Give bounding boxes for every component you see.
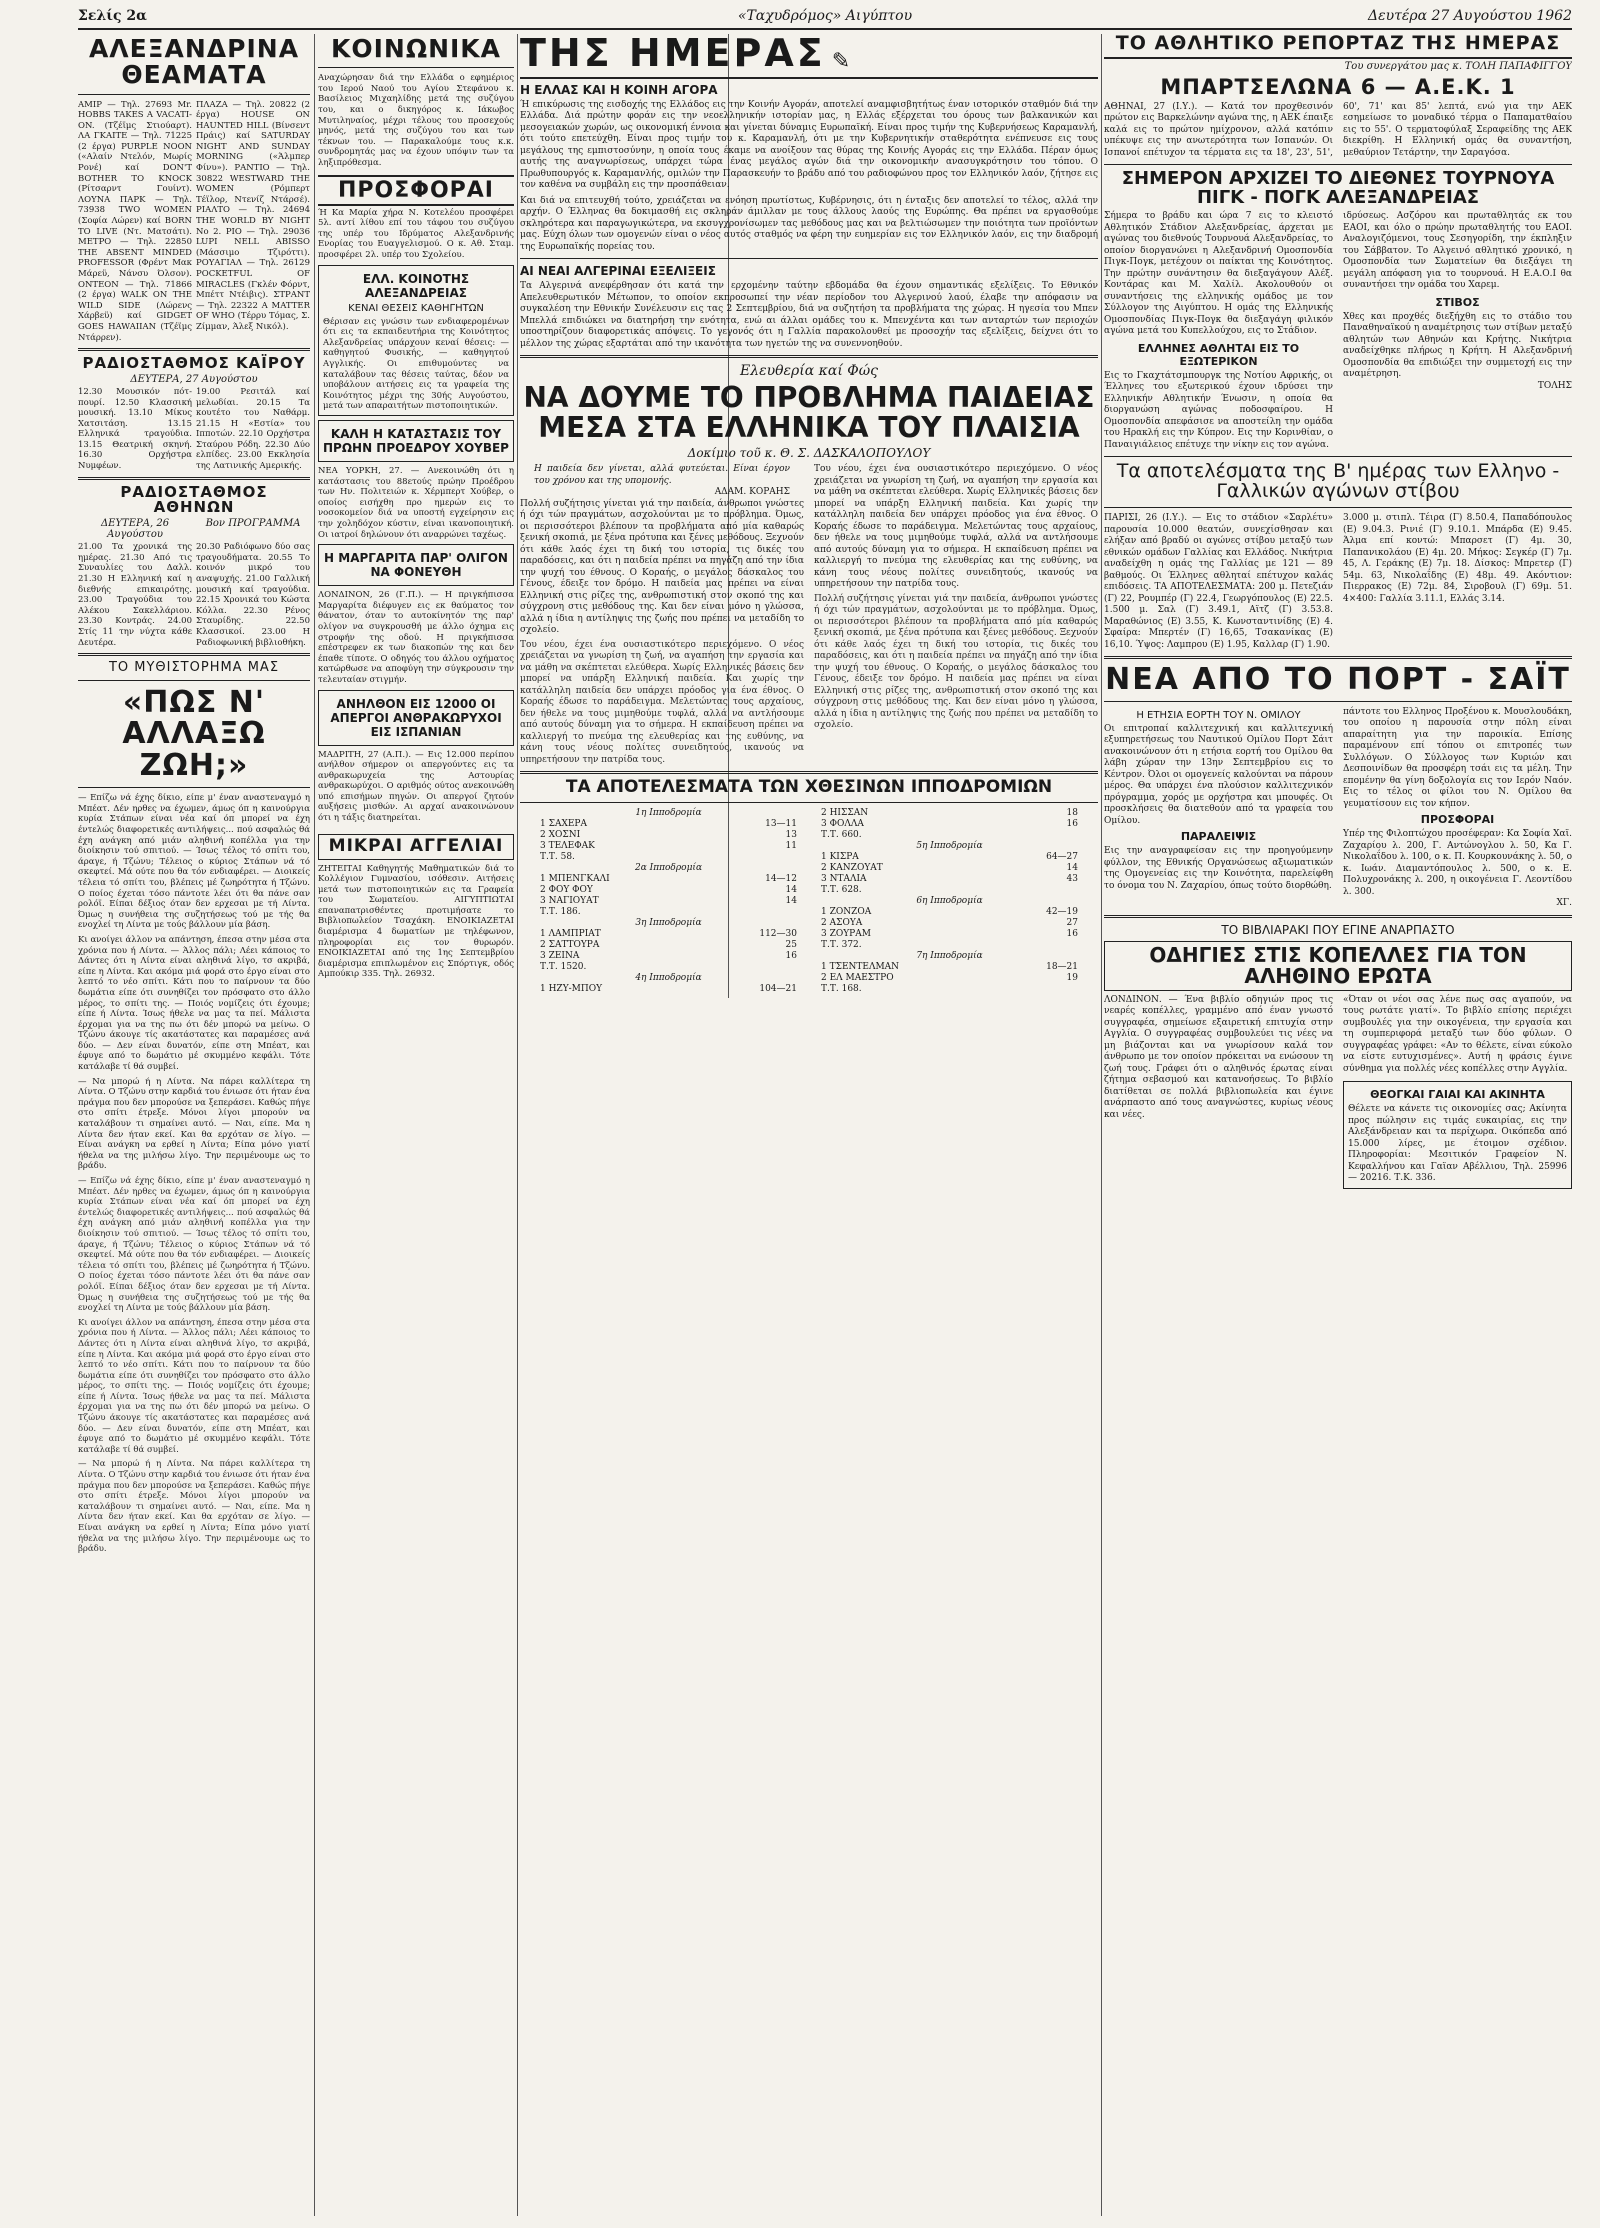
race-row xyxy=(821,852,1078,863)
race-payout: 13—11 xyxy=(765,819,797,830)
horse-name: 2 ΕΛ ΜΑΕΣΤΡΟ xyxy=(821,973,894,984)
horse-name: 3 ΖΕΙΝΑ xyxy=(540,951,580,962)
race-payout: 14 xyxy=(785,896,797,907)
track-heading: ΣΤΙΒΟΣ xyxy=(1435,295,1480,309)
race-heading: 1η Ιπποδρομία xyxy=(635,808,702,819)
race-payout: 11 xyxy=(785,841,797,852)
race-row xyxy=(821,984,1078,995)
booklet-text-2: «Όταν οι νέοι σας λένε πως σας αγαπούν, να τους ρωτάτε γιατί». Το βιβλίο επίσης περιέχει συμβουλές για την οικογένεια, την εργασία και τη συμπεριφορά μεταξύ των δύο φύλων. Ο συγγραφέας γράφει: «Αν το θέλετε, είναι εύκολο να είστε ευτυχισμένες». Αυτή η φράσις έγινε σύνθημα για πολλές νέες κοπέλλες στην Αγγλία. xyxy=(1343,994,1572,1074)
education-text-cont: Του νέου, έχει ένα ουσιαστικότερο περιεχόμενο. Ο νέος χρειάζεται να γνωρίση τη ζωή, να αγαπήση την εργασία και να μάθη να σκέπτεται ελεύθερα. Χωρίς Ελληνικές βάσεις δεν μπορεί να υπάρξη Ελληνική παιδεία. Και χωρίς την κατάλληλη παιδεία δεν υπάρχει πρόοδος για ένα έθνος. Ο Κοραής έδωσε το παράδειγμα. Μελετώντας τους αρχαίους, δεν ήθελε να τους μιμηθούμε τυφλά, αλλά να αντλήσουμε από αυτούς δύναμη για το σήμερα. Η εκπαίδευση πρέπει να καλλιεργή το πνεύμα της ελευθερίας και της ευθύνης, να κάνη τους νέους πολίτες συνειδητούς, ικανούς να υπηρετήσουν την πατρίδα τους. xyxy=(520,639,804,765)
port-said-title: ΝΕΑ ΑΠΟ ΤΟ ΠΟΡΤ - ΣΑΪΤ xyxy=(1105,662,1571,698)
agora-text: Ή επικύρωσις της εισδοχής της Ελλάδος εις την Κοινήν Αγοράν, αποτελεί αναμφισβητήτως έναν ιστορικόν σταθμόν διά την Ελλάδα. Διά πρώτην φοράν εις την νεοελληνικήν ιστορίαν μας, η Ελλάς εξέρχεται του όρους των βαλκανικών και μεσογειακών χωρών, ως οικονομική έννοια και γίνεται δύναμις Ευρωπαϊκή. Είναι προς τιμήν της Κυβερνήσεως Καραμανλή, ότι τούτο επετεύχθη. Είναι προς τιμήν του κ. Καραμανλή, ότι με την Κυβερνητικήν σταθερότητα ενέπνευσε εις τους μεγάλους της εμπιστοσύνην, η οποία τους έκαμε να ανοίξουν τας θύρας της Κοινής Αγοράς εις την Ελλάδα. Πέραν όμως αυτής της αναγνωρίσεως, υπάρχει τώρα ένας μεγάλος αγών διά την οικονομικήν ανασυγκρότησιν του τόπου. Ο Πρωθυπουργός κ. Καραμανλής, ομιλών την Παρασκευήν το βράδυ από του ραδιοφώνου προς τον Ελληνικόν λαόν, ζήτησε εις τον καθένα να συμβάλη εις την προσπάθειαν. xyxy=(520,99,1098,191)
algeria-heading: ΑΙ ΝΕΑΙ ΑΛΓΕΡΙΝΑΙ ΕΞΕΛΙΞΕΙΣ xyxy=(520,264,716,279)
radio-athens-program-label: Βον ΠΡΟΓΡΑΜΜΑ xyxy=(205,518,301,530)
radio-athens-title: ΡΑΔΙΟΣΤΑΘΜΟΣ ΑΘΗΝΩΝ xyxy=(120,482,268,517)
race-row xyxy=(821,885,1078,896)
paper-name: «Ταχυδρόμος» Αιγύπτου xyxy=(737,8,913,24)
results-text: ΠΑΡΙΣΙ, 26 (Ι.Υ.). — Εις το στάδιον «Σαρλέτυ» παρουσία 10.000 θεατών, συνεχίσθησαν και ελήξαν από βραδύ οι αγώνες στίβου μεταξύ των εθνικών ομάδων Γαλλίας και Ελλάδος. Νικήτρια αναδείχθη η ομάς της Γαλλίας με 121 — 89 βαθμούς. Οι Έλληνες αθληταί επέτυχον καλάς επιδόσεις. ΤΑ ΑΠΟΤΕΛΕΣΜΑΤΑ: 200 μ. Πετεζιάν (Γ) 22, Ρουμπέρ (Γ) 22.4, Γεωργόπουλος (Ε) 22.5. 1.500 μ. Σαλ (Γ) 3.49.1, Αϊτζ (Γ) 3.53.8. Μαραθώνιος (Ε) 3.55, Κ. Κωνσταντινίδης (Ε) 4. Σφαίρα: Μπερτέν (Γ) 16,65, Τσακανίκας (Ε) 16,10. Ύψος: Λαμπρου (Ε) 1.95, Καλλαρ (Γ) 1.90. xyxy=(1104,513,1333,650)
horse-name: 2 ΣΑΤΤΟΥΡΑ xyxy=(540,940,600,951)
spain-strike-text: ΜΑΔΡΙΤΗ, 27 (Α.Π.). — Εις 12.000 περίπου ανήλθον σήμερον οι απεργούντες εις τα ανθρακωρυχεία της Αστουρίας ανθρακωρύχοι. Ο αριθμός ούτος ανεκοινώθη υπό επισήμων πηγών. Οι απεργοί ζητούν αυξήσεις μισθών. Αι αρχαί ανακοινώνουν ότι η τάξις διατηρείται. xyxy=(318,749,514,824)
port-offers-author: ΧΓ. xyxy=(1556,898,1572,909)
race-row xyxy=(821,962,1078,973)
editorial-title: ΤΗΣ ΗΜΕΡΑΣ xyxy=(520,34,826,75)
radio-cairo-date: ΔΕΥΤΕΡΑ, 27 Αυγούστου xyxy=(130,373,258,385)
match-title: ΜΠΑΡΤΣΕΛΩΝΑ 6 — Α.Ε.Κ. 1 xyxy=(1160,74,1516,99)
spain-strike-title: ΑΝΗΛΘΟΝ ΕΙΣ 12000 ΟΙ ΑΠΕΡΓΟΙ ΑΝΘΡΑΚΩΡΥΧΟΙ ΕΙΣ ΙΣΠΑΝΙΑΝ xyxy=(330,696,502,739)
radio-athens-left: 21.00 Τα χρονικά της ημέρας. 21.30 Από τις Συναυλίες του Δαλλ. 21.30 Η Ελληνική καί η διεθνής επικαιρότης. 23.00 Τραγούδια του Αλέκου Σακελλάριου. 23.30 Κοντράς. 24.00 Στίς 11 την νύχτα κάθε Δευτέρα. xyxy=(78,542,192,648)
margaret-text: ΛΟΝΔΙΝΟΝ, 26 (Γ.Π.). — Η πριγκήπισσα Μαργαρίτα διέφυγεν εις εκ θαύματος τον θάνατον, όταν το αυτοκίνητόν της παρ' ολίγον να συγκρουσθή με άλλο όχημα εις στροφήν της οδού. Η πριγκήπισσα επέστρεφεν εκ των διακοπών της και δεν έπαθε τίποτε. Ο οδηγός του άλλου οχήματος κατώρθωσε να αποφύγη την σύγκρουσιν την τελευταίαν στιγμήν. xyxy=(318,590,514,685)
column-theatres-radio-novel xyxy=(78,34,310,2216)
results-title: Τα αποτελέσματα της Β' ημέρας των Ελληνο - Γαλλικών αγώνων στίβου xyxy=(1116,460,1560,503)
race-row xyxy=(821,907,1078,918)
radio-cairo-right: 19.00 Ρεσιτάλ καί μελωδίαι. 20.15 Τα κουτέτο του Ναθάρμ. 21.15 Η «Εστία» του Ιπποτών. 22.10 Ορχήστρα Σταύρου Ρόδη. 22.30 Δύο ελπίδες. 23.00 Εκκλησία της Λατινικής Αμερικής. xyxy=(196,386,310,472)
race-heading: 2α Ιπποδρομία xyxy=(634,863,703,874)
ink-mark-icon: ✎ xyxy=(831,48,851,74)
classifieds-title: ΜΙΚΡΑΙ ΑΓΓΕΛΙΑΙ xyxy=(328,835,504,856)
novel-label: ΤΟ ΜΥΘΙΣΤΟΡΗΜΑ ΜΑΣ xyxy=(108,660,280,676)
race-row xyxy=(540,852,797,863)
race-payout: 64—27 xyxy=(1046,852,1078,863)
race-row xyxy=(540,819,797,830)
novel-text-cont: Κι ανοίγει άλλον να απάντηση, έπεσα στην μέσα στα χρόνια που ή Λίντα. — Άλλος πάλι; Λέει κάποιος το Δάντες ότι η Λίντα είναι αληθινά λίγο, τσ ακριβά, είπε η Λίντα. Και ακόμα μιά φορά στο έργο είναι στο λεπτό το νέο σπίτι. Κάτι που το παίρνουν τα δύο δωμάτια είπε ότι συνηθίζει τον πρόσφατο στο άλλο μέρος, το σπίτι της. — Ποιός νομίζεις ότι έχουμε; είπε ή Λίντα. Ίσως ήθελε να μας τα πεί. Μάλιστα έρχομαι για να της πω ότι δέν μπορώ να μείνω. Ο Τζώνυ άκουγε τίς ακατάστατες και παραμέσες ανά δύο. — Δεν είναι δυνατόν, είπε στη Μπέατ, και έφυγε από το δωμάτιο μέ σκυμμένο κεφάλι. Τότε κατάλαβε τί θά συμβεί. xyxy=(78,1317,310,1455)
novel-title: «ΠΩΣ Ν' ΑΛΛΑΞΩ ΖΩΗ;» xyxy=(122,684,266,783)
race-results-left xyxy=(540,808,797,995)
hoover-text: ΝΕΑ ΥΟΡΚΗ, 27. — Ανεκοινώθη ότι η κατάστασις του 88ετούς πρώην Προέδρου των Ην. Πολιτειών κ. Χέρμπερτ Χούβερ, ο οποίος εισήχθη προ ημερών εις το νοσοκομείον διά να υποστή εγχείρησιν εις την χοληδόχον κύστιν, είναι ικανοποιητική. Οι ιατροί δηλώνουν ότι αναρρώνει ταχέως. xyxy=(318,466,514,540)
horse-name: 3 ΝΤΑΛΙΑ xyxy=(821,874,867,885)
race-row xyxy=(821,863,1078,874)
land-ad-text: Θέλετε να κάνετε τις οικονομίες σας; Ακίνητα προς πώλησιν εις τιμάς ευκαιρίας, εις την Αλεξάνδρειαν και τα περίχωρα. Οικόπεδα από 15.000 λίρες, με έτοιμον σχέδιον. Πληροφορίαι: Μεσιτικόν Γραφείον Ν. Κεφαλλήνου και Γαϊαν Αβέλλιου, Τηλ. 25996 — 20216. Τ.Κ. 336. xyxy=(1348,1104,1567,1184)
agora-text-2: Και διά να επιτευχθή τούτο, χρειάζεται να ενόηση πρωτίστως, Κυβέρνησις, ότι η ένταξις δεν αποτελεί το τέλος, αλλά την αρχήν. Ο Έλληνας θα δοκιμασθή εις σκληράν άμιλλαν με τους άλλους λαούς της Ευρώπης. Θα πρέπει να εργασθούμε σκληρότερα και παραγωγικώτερα, να εκσυγχρονίσωμεν τας μεθόδους μας και να βελτιώσωμεν την ποιότητα των προϊόντων μας. Εύχη όλων των ομογενών είναι ο νέος αυτός σταθμός να φέρη την ευημερίαν εις τον Ελληνικόν λαόν, εις την διαδρομή της Ευρωπαϊκής πορείας του. xyxy=(520,195,1098,252)
race-row xyxy=(821,819,1078,830)
page-header xyxy=(78,6,1572,30)
radio-athens-date: ΔΕΥΤΕΡΑ, 26 Αυγούστου xyxy=(100,518,170,541)
horse-name: 2 ΗΙΣΣΑΝ xyxy=(821,808,869,819)
horse-name: 1 ΜΠΕΝΓΚΑΛΙ xyxy=(540,874,610,885)
race-payout: 42—19 xyxy=(1046,907,1078,918)
tennis-text-2: ιδρύσεως. Ασζόρου και πρωταθλητάς εκ του ΕΑΟΙ, και όλο ο πρώην πρωταθλητής του ΕΑΟΙ. Αναλογιζόμενοι, τους Σεσηγορίδη, την έκπληξιν του Σάββατον. Το Αλγεινό αθλητικό χρονικό, η Ομοσπονδία των Σωματείων θα διεξάγει τη μεγάλη απόφαση για το τουρνουά. Η Ε.Α.Ο.Ι θα συναντήσει την ομάδα του Χαρεμ. xyxy=(1343,211,1572,291)
race-row xyxy=(540,885,797,896)
booklet-label: ΤΟ ΒΙΒΛΙΑΡΑΚΙ ΠΟΥ ΕΓΙΝΕ ΑΝΑΡΠΑΣΤΟ xyxy=(1221,922,1455,937)
race-row xyxy=(540,907,797,918)
horse-name: Τ.Τ. 628. xyxy=(821,885,862,896)
community-box-title: ΕΛΛ. ΚΟΙΝΟΤΗΣ ΑΛΕΞΑΝΔΡΕΙΑΣ xyxy=(362,271,470,300)
education-author: Δοκίμιο τοῦ κ. Θ. Σ. ΔΑΣΚΑΛΟΠΟΥΛΟΥ xyxy=(687,446,931,461)
social-title: ΚΟΙΝΩΝΙΚΑ xyxy=(330,34,502,63)
horse-name: 2 ΧΟΣΝΙ xyxy=(540,830,581,841)
race-payout: 13 xyxy=(785,830,797,841)
race-row xyxy=(540,951,797,962)
novel-text-cont: — Επίζω νά έχης δίκιο, είπε μ' έναν αναστεναγμό η Μπέατ. Δέν ηρθες να έχωμεν, άμως όπ η καινούργια κυρία Στάπων είναι νέα καί όπ μπορεί να έχη έντελώς διαφορετικές αντιλήψεις... πού ασφαλώς θά έχη ανάγκη από μιάν αληθινή κοπέλλα για την διοίκησιν τού σπιτιού. — Ίσως τέλος τό σπίτι του, άραγε, ή Τζώνυ; Τέλειος ο κύριος Στάπων νά τό σκεφτεί. Μά ούτε που θα τόν ενδιαφέρει. — Διοικείς τέλεια τό σπίτι του, βλέπεις μέ ζωηρότητα ή Τζώνυ. Ο ποίος έχεται τόσο πάντοτε λέει ότι θα πάνε σαν ρολόϊ. Είπαι δέξιος όταν δεν ερχεσαι με τή Λίντα. Όμως η συνήθεια της συζητήσεως τού με τής θα ενοχλεί τη Λίντα με τούς βάλλουν μία βάση. xyxy=(78,1176,310,1314)
race-row xyxy=(821,929,1078,940)
booklet-text: ΛΟΝΔΙΝΟΝ. — Ένα βιβλίο οδηγιών προς τις νεαρές κοπέλλες, γραμμένο από έναν γνωστό συγγραφέα, σημείωσε εξαιρετική επιτυχία στην Αγγλία. Ο συγγραφέας συμβουλεύει τις νέες να μη βιάζονται και να γνωρίσουν καλά τον άνθρωπο με τον οποίον πρόκειται να ενώσουν τη ζωή τους. Γράφει ότι ο αληθινός έρωτας είναι ζήτημα σεβασμού και κατανοήσεως. Το βιβλίο διατίθεται σε πολλά βιβλιοπωλεία και έγινε ανάρπαστο από τους αναγνώστες, κυρίως νέους και νέες. xyxy=(1104,994,1333,1120)
race-heading: 4η Ιπποδρομία xyxy=(635,973,702,984)
race-payout: 112—30 xyxy=(759,929,797,940)
race-row xyxy=(540,896,797,907)
horse-name: 3 ΤΕΛΕΦΑΚ xyxy=(540,841,595,852)
novel-text-3: — Να μπορώ ή η Λίντα. Να πάρει καλλίτερα τη Λίντα. Ο Τζώνυ στην καρδιά του ένιωσε ότι ήταν ένα πράγμα που δεν μπορούσε να ξεπεράσει. Καθώς πήγε στο σπίτι έτρεξε. Μόνοι λίγοι μπορούν να καταλάβουν τι σημαίνει αυτό. — Ναι, είπε. Μα η Λίντα δεν ήταν εκεί. Και θα ερχόταν σε λίγο. — Είναι ανάγκη να ερθεί η Λίντα; Είπα μόνο γιατί ήθελα να της μιλήσω λίγο. Την περιμένουμε ως το βράδυ. xyxy=(78,1076,310,1172)
offers-text: Ή Κα Μαρία χήρα Ν. Κοτελέου προσφέρει 5λ. αντί λίθου επί του τάφου του συζύγου της υπέρ του Ιδρύματος Αλεξανδρινής Ενορίας του Ευαγγελισμού. Ο κ. Αθ. Σταμ. προσφέρει 2λ. υπέρ του Σχολείου. xyxy=(318,207,514,261)
race-row xyxy=(821,940,1078,951)
theatre-listings-left: ΑΜΙΡ — Τηλ. 27693 Mr. HOBBS TAKES A VACATI-ON. (Τζέϊμς Στιούαρτ). ΛΑ ΓΚΑΙΤΕ — Τηλ. 71225 (2 έργα) PURPLE NOON («Αλαίν Ντελόν, Μωρίς Ρονέ) καί DON'T BOTHER TO KNOCK (Ρίτσαρντ Γουίντ). ΛΟΥΝΑ ΠΑΡΚ — Τηλ. 73938 TWO WOMEN (Σοφία Λώρεν) καί BORN TO LIVE (Ντ. Ματσάτι). ΜΕΤΡΟ — Τηλ. 22850 THE ABSENT MINDED PROFESSOR (Φρέντ Μακ Μάρεϋ, Νάνσυ Όλσον). ΟΝΤΕΟΝ — Τηλ. 71866 (2 έργα) WALK ON THE WILD SIDE (Λώρενς Χάρβεϋ) καί GIDGET GOES HAWAIIAN (Τζέϊμς Ντάρρεν). xyxy=(78,99,192,343)
sports-byline: Του συνεργάτου μας κ. ΤΟΛΗ ΠΑΠΑΦΙΓΓΟΥ xyxy=(1344,60,1572,72)
race-row xyxy=(540,874,797,885)
race-row xyxy=(540,940,797,951)
port-offers-heading: ΠΡΟΣΦΟΡΑΙ xyxy=(1420,813,1495,827)
race-payout: 16 xyxy=(1066,929,1078,940)
horse-name: 1 ΤΣΕΝΤΕΛΜΑΝ xyxy=(821,962,900,973)
race-row xyxy=(821,808,1078,819)
radio-athens-right: 20.30 Ραδιόφωνο δύο σας τραγουδήματα. 20.55 Το κοινόν μικρό του αναψυχής. 21.00 Γαλλική μουσική καί τραγούδια. 22.15 Χρονικά του Κώστα Κόλλα. 22.30 Ρένος Σταυρίδης. 22.50 Κλασσικοί. 23.00 Η Ραδιοφωνική βιβλιοθήκη. xyxy=(196,542,310,648)
horse-name: 3 ΦΟΛΛΑ xyxy=(821,819,864,830)
port-said-text-2: πάντοτε του Ελληνος Προξένου κ. Μουσλουδάκη, του οποίου η παρουσία στην πόλη είναι απαραίτητη για την παροικία. Επίσης παραμένουν επί τόπου οι επιτροπές των Συλλόγων. Ο Σύλλογος των Κυριών και Δεσποινίδων θα προσφέρη τσάι εις τα μέλη. Την επομένην θα γίνη δοξολογία εις τον Ιερόν Ναόν. Εις το τέλος οι φίλοι του Ν. Ομίλου θα γευματίσουν εις τον κήπον. xyxy=(1343,706,1572,809)
column-social-notices xyxy=(318,34,514,2216)
horse-name: 3 ΖΟΥΡΑΜ xyxy=(821,929,871,940)
horse-name: Τ.Τ. 58. xyxy=(540,852,575,863)
track-author: ΤΟΛΗΣ xyxy=(1537,380,1572,391)
education-quote-author: ΑΔΑΜ. ΚΟΡΑΗΣ xyxy=(714,487,790,498)
novel-text-2: Κι ανοίγει άλλον να απάντηση, έπεσα στην μέσα στα χρόνια που ή Λίντα. — Άλλος πάλι; Λέει κάποιος το Δάντες ότι η Λίντα είναι αληθινά λίγο, τσ ακριβά, είπε η Λίντα. Και ακόμα μιά φορά στο έργο είναι στο λεπτό το νέο σπίτι. Κάτι που το παίρνουν τα δύο δωμάτια είπε ότι συνηθίζει τον πρόσφατο στο άλλο μέρος, το σπίτι της. — Ποιός νομίζεις ότι έχουμε; είπε ή Λίντα. Ίσως ήθελε να μας τα πεί. Μάλιστα έρχομαι για να της πω ότι δέν μπορώ να μείνω. Ο Τζώνυ άκουγε τίς ακατάστατες και παραμέσες ανά δύο. — Δεν είναι δυνατόν, είπε στη Μπέατ, και έφυγε από το δωμάτιο μέ σκυμμένο κεφάλι. Τότε κατάλαβε τί θά συμβεί. xyxy=(78,934,310,1073)
education-text-2: Του νέου, έχει ένα ουσιαστικότερο περιεχόμενο. Ο νέος χρειάζεται να γνωρίση τη ζωή, να αγαπήση την εργασία και να μάθη να σκέπτεται ελεύθερα. Χωρίς Ελληνικές βάσεις δεν μπορεί να υπάρξη Ελληνική παιδεία. Και χωρίς την κατάλληλη παιδεία δεν υπάρχει πρόοδος για ένα έθνος. Ο Κοραής έδωσε το παράδειγμα. Μελετώντας τους αρχαίους, δεν ήθελε να τους μιμηθούμε τυφλά, αλλά να αντλήσουμε από αυτούς δύναμη για το σήμερα. Η εκπαίδευση πρέπει να καλλιεργή το πνεύμα της ελευθερίας και της ευθύνης, να κάνη τους νέους πολίτες συνειδητούς, ικανούς να υπηρετήσουν την πατρίδα τους. xyxy=(814,464,1098,590)
hoover-title: ΚΑΛΗ Η ΚΑΤΑΣΤΑΣΙΣ ΤΟΥ ΠΡΩΗΝ ΠΡΟΕΔΡΟΥ ΧΟΥΒΕΡ xyxy=(323,427,509,455)
race-results-title: ΤΑ ΑΠΟΤΕΛΕΣΜΑΤΑ ΤΩΝ ΧΘΕΣΙΝΩΝ ΙΠΠΟΔΡΟΜΙΩΝ xyxy=(565,777,1053,798)
novel-text-1: — Επίζω νά έχης δίκιο, είπε μ' έναν αναστεναγμό η Μπέατ. Δέν ηρθες να έχωμεν, άμως όπ η καινούργια κυρία Στάπων είναι νέα καί όπ μπορεί να έχη έντελώς διαφορετικές αντιλήψεις... πού ασφαλώς θά έχη ανάγκη από μιάν αληθινή κοπέλλα για την διοίκησιν τού σπιτιού. — Ίσως τέλος τό σπίτι του, άραγε, ή Τζώνυ; Τέλειος ο κύριος Στάπων νά τό σκεφτεί. Μά ούτε που θα τόν ενδιαφέρει. — Διοικείς τέλεια τό σπίτι του, βλέπεις μέ ζωηρότητα ή Τζώνυ. Ο ποίος έχεται τόσο πάντοτε λέει ότι θα πάνε σαν ρολόϊ. Είπαι δέξιος όταν δεν ερχεσαι με τή Λίντα. Όμως η συνήθεια της συζητήσεως τού με τής θα ενοχλεί τη Λίντα με τούς βάλλουν μία βάση. xyxy=(78,793,310,931)
race-payout: 19 xyxy=(1066,973,1078,984)
horse-name: Τ.Τ. 660. xyxy=(821,830,862,841)
horse-name: 1 ΛΑΜΠΡΙΑΤ xyxy=(540,929,601,940)
education-text-cont: Πολλή συζήτησις γίνεται γιά την παιδεία, άνθρωποι γνώστες ή όχι τών πραγμάτων, ασχολούνται με το πρόβλημα. Όμως, οι περισσότεροι βλέπουν τα προβλήματα από μία καθαρώς ξενική σκοπιά, με ξένα πρότυπα και ξένες μεθόδους. Ξεχνούν ότι κάθε λαός έχει τη δική του ιστορία, τις δικές του παραδόσεις, και ότι η παιδεία πρέπει να πηγάζη από την ίδια την ψυχή του έθνους. Ο Κοραής, ο μεγάλος δάσκαλος του Γένους, έδειξε τον δρόμο. Η παιδεία μας πρέπει να είναι Ελληνική στις ρίζες της, ανθρωπιστική στον σκοπό της και σύγχρονη στις μεθόδους της. Και δεν είναι μόνο η γλώσσα, αλλά η ίδια η αντίληψις της ζωής που πρέπει να μεταδίδη το σχολείο. xyxy=(814,593,1098,731)
social-text: Αναχώρησαν διά την Ελλάδα ο εφημέριος του Ιερού Ναού του Αγίου Στεφάνου κ. Βασίλειος Μιχαηλίδης μετά της συζύγου του, και ο δικηγόρος κ. Ιάκωβος Μυτιληναίος, μέχρι τέλους του προσεχούς μηνός, μετά της συζύγου του και των τέκνων του. — Παρακαλούμε τους κ.κ. συνδρομητάς μας να έχουν υπόψιν των τα ληξιπρόθεσμα. xyxy=(318,73,514,168)
track-text: Χθες και προχθές διεξήχθη εις το στάδιο του Παναθηναϊκού η αναμέτρησις των στίβων μεταξύ αθλητών των Αθηνών και Κρήτης. Νικήτρια αναδείχθηκε πλήρως η Κρήτη. Η Αλεξανδρινή Ομοσπονδία θα επιδιώξει την συμμετοχή εις την αναμέτρηση. xyxy=(1343,311,1572,380)
race-row xyxy=(821,830,1078,841)
education-title: ΝΑ ΔΟΥΜΕ ΤΟ ΠΡΟΒΛΗΜΑ ΠΑΙΔΕΙΑΣ ΜΕΣΑ ΣΤΑ ΕΛΛΗΝΙΚΑ ΤΟΥ ΠΛΑΙΣΙΑ xyxy=(523,381,1095,444)
race-row xyxy=(540,841,797,852)
race-payout: 25 xyxy=(785,940,797,951)
race-heading: 7η Ιπποδρομία xyxy=(916,951,983,962)
horse-name: 2 ΦΟΥ ΦΟΥ xyxy=(540,885,593,896)
booklet-title: ΟΔΗΓΙΕΣ ΣΤΙΣ ΚΟΠΕΛΛΕΣ ΓΙΑ ΤΟΝ ΑΛΗΘΙΝΟ ΕΡΩΤΑ xyxy=(1149,942,1527,988)
page-number: Σελίς 2α xyxy=(78,8,147,24)
column-rule xyxy=(314,34,315,2216)
race-payout: 14—12 xyxy=(765,874,797,885)
radio-cairo-left: 12.30 Μουσικόν πότ-πουρί. 12.50 Κλασσική μουσική. 13.10 Μίκυς Χατσιτάση. 13.15 Ελληνικά τραγούδια. 13.15 Θεατρική σκηνή. 16.30 Ορχήστρα Νυμφέων. xyxy=(78,386,192,472)
theatres-title: ΑΛΕΞΑΝΔΡΙΝΑ ΘΕΑΜΑΤΑ xyxy=(88,34,300,90)
results-text-2: 3.000 μ. στιπλ. Τέιρα (Γ) 8.50.4, Παπαδόπουλος (Ε) 9.04.3. Ρινιέ (Γ) 9.10.1. Μπάρδα (Ε) 9.45. Άλμα επί κοντώ: Μπαρσετ (Γ) 4μ. 30, Παπανικολάου (Ε) 4μ. 20. Μήκος: Σεγκέρ (Γ) 7μ. 45, Λ. Γεράκης (Ε) 7μ. 18. Δίσκος: Μπρετερ (Γ) 54μ. 63, Νικολαΐδης (Ε) 48μ. 49. Ακόντιον: Πιερρακος (Ε) 72μ. 84, Σιροβουλ (Γ) 69μ. 51. 4×400: Γαλλία 3.11.1, Ελλάς 3.14. xyxy=(1343,513,1572,604)
race-payout: 18—21 xyxy=(1046,962,1078,973)
offers-title: ΠΡΟΣΦΟΡΑΙ xyxy=(318,175,514,206)
race-row xyxy=(821,918,1078,929)
race-row xyxy=(540,830,797,841)
race-heading: 5η Ιπποδρομία xyxy=(916,841,983,852)
race-heading: 3η Ιπποδρομία xyxy=(635,918,702,929)
horse-name: 2 ΑΣΟΥΑ xyxy=(821,918,863,929)
horse-name: 1 ΗΖΥ-ΜΠΟΥ xyxy=(540,984,603,995)
port-offers-text: Υπέρ της Φιλοπτώχου προσέφεραν: Κα Σοφία Χαϊ. Ζαχαρίου λ. 200, Γ. Αντώνογλου λ. 50, Κα Γ. Νικολαΐδου λ. 100, ο κ. Π. Κουρκουνάκης λ. 50, ο κ. Ιωάν. Διαμαντόπουλος λ. 500, ο κ. Ε. Πολυχρονάκης λ. 200, η οικογένεια Γ. Λεοντίδου λ. 300. xyxy=(1343,829,1572,897)
match-text: ΑΘΗΝΑΙ, 27 (Ι.Υ.). — Κατά τον προχθεσινόν πρώτον εις Βαρκελώνην αγώνα της, η ΑΕΚ έπαιξε καλά εις το πρώτον ημίχρονον, αλλά κατόπιν υπέκυψε εις την ανωτερότητα των Ισπανών. Οι Ισπανοί επέτυχον τα τέρματα εις τα 18', 23', 51', 60', 71' και 85' λεπτά, ενώ για την ΑΕΚ εσημείωσε το μοναδικό τέρμα ο Παπαματθαίου εις το 55'. Ο τερματοφύλαξ Σεραφείδης της ΑΕΚ διεκρίθη. Η Ελληνική ομάς θα συναντήση, μεθαύριον Τετάρτην, την Σαραγόσα. xyxy=(1104,101,1572,158)
radio-cairo-title: ΡΑΔΙΟΣΤΑΘΜΟΣ ΚΑΪΡΟΥ xyxy=(82,354,306,373)
novel-text-cont: — Να μπορώ ή η Λίντα. Να πάρει καλλίτερα τη Λίντα. Ο Τζώνυ στην καρδιά του ένιωσε ότι ήταν ένα πράγμα που δεν μπορούσε να ξεπεράσει. Καθώς πήγε στο σπίτι έτρεξε. Μόνοι λίγοι μπορούν να καταλάβουν τι σημαίνει αυτό. — Ναι, είπε. Μα η Λίντα δεν ήταν εκεί. Και θα ερχόταν σε λίγο. — Είναι ανάγκη να ερθεί η Λίντα; Είπα μόνο γιατί ήθελα να της μιλήσω λίγο. Την περιμένουμε ως το βράδυ. xyxy=(78,1459,310,1555)
omission-text: Εις την αναγραφείσαν εις την προηγούμενην φύλλον, της Εθνικής Οργανώσεως αξιωματικών της Ομογενείας εις την Κοινότητα, παρελείφθη το όνομα του Ν. Ζαχαρίου, όπως τούτο διορθώθη. xyxy=(1104,846,1333,891)
education-quote: Η παιδεία δεν γίνεται, αλλά φυτεύεται. Είναι έργον του χρόνου και της υπομονής. xyxy=(534,464,790,486)
horse-name: 1 ΚΙΣΡΑ xyxy=(821,852,859,863)
port-said-text: Οι επιτροπαί καλλιτεχνική και καλλιτεχνική εξυπηρετήσεως του Ναυτικού Ομίλου Πορτ Σάιτ ανακοινώνουν ότι η ετήσια εορτή του Ομίλου θα λάβη χώραν την 13ην Σεπτεμβρίου εις το Κέντρον. Όλοι οι ομογενείς καλούνται να πάρουν μέρος. Θα υπάρχει ένα πλούσιον καλλιτεχνικόν πρόγραμμα, χορός με ορχήστρα και μπουφές. Οι προσκλήσεις θα διατεθούν από τα γραφεία του Ομίλου. xyxy=(1104,723,1333,826)
abroad-athletes-heading: ΕΛΛΗΝΕΣ ΑΘΛΗΤΑΙ ΕΙΣ ΤΟ ΕΞΩΤΕΡΙΚΟΝ xyxy=(1137,341,1300,368)
race-payout: 104—21 xyxy=(759,984,797,995)
race-payout: 16 xyxy=(785,951,797,962)
freedom-label: Ελευθερία καί Φώς xyxy=(740,363,878,380)
race-row xyxy=(540,929,797,940)
agora-heading: Η ΕΛΛΑΣ ΚΑΙ Η ΚΟΙΝΗ ΑΓΟΡΑ xyxy=(520,82,718,97)
race-row xyxy=(821,973,1078,984)
column-editorial xyxy=(520,34,1098,2216)
race-payout: 14 xyxy=(785,885,797,896)
education-text-1: Πολλή συζήτησις γίνεται γιά την παιδεία, άνθρωποι γνώστες ή όχι τών πραγμάτων, ασχολούνται με το πρόβλημα. Όμως, οι περισσότεροι βλέπουν τα προβλήματα από μία καθαρώς ξενική σκοπιά, με ξένα πρότυπα και ξένες μεθόδους. Ξεχνούν ότι κάθε λαός έχει τη δική του ιστορία, τις δικές του παραδόσεις, και ότι η παιδεία πρέπει να πηγάζη από την ίδια την ψυχή του έθνους. Ο Κοραής, ο μεγάλος δάσκαλος του Γένους, έδειξε τον δρόμο. Η παιδεία μας πρέπει να είναι Ελληνική στις ρίζες της, ανθρωπιστική στον σκοπό της και σύγχρονη στις μεθόδους της. Και δεν είναι μόνο η γλώσσα, αλλά η ίδια η αντίληψις της ζωής που πρέπει να μεταδίδη το σχολείο. xyxy=(520,498,804,636)
land-ad-title: ΘΕΟΓΚΑΙ ΓΑΙΑΙ ΚΑΙ ΑΚΙΝΗΤΑ xyxy=(1370,1088,1545,1102)
margaret-title: Η ΜΑΡΓΑΡΙΤΑ ΠΑΡ' ΟΛΙΓΟΝ ΝΑ ΦΟΝΕΥΘΗ xyxy=(324,551,508,580)
horse-name: 1 ΖΟΝΖΟΑ xyxy=(821,907,872,918)
race-heading: 6η Ιπποδρομία xyxy=(916,896,983,907)
horse-name: Τ.Τ. 372. xyxy=(821,940,862,951)
race-payout: 27 xyxy=(1066,918,1078,929)
race-payout: 16 xyxy=(1066,819,1078,830)
race-payout: 18 xyxy=(1066,808,1078,819)
issue-date: Δευτέρα 27 Αυγούστου 1962 xyxy=(1367,8,1572,24)
horse-name: 1 ΣΑΧΕΡΑ xyxy=(540,819,587,830)
classifieds-text: ΖΗΤΕΙΤΑΙ Καθηγητής Μαθηματικών διά το Κολλέγιον Γυμνασίου, ισόθεσιν. Αιτήσεις μετά των πιστοποιητικών εις τα Γραφεία του Σωματείου. ΑΙΓΥΠΤΙΩΤΑΙ επαναπατρισθέντες προτιμήσατε το Βιβλιοπωλείον Τσαχάκη. ΕΝΟΙΚΙΑΖΕΤΑΙ διαμέρισμα 4 δωματίων με τηλέφωνον, πληροφορίαι εις τον θυρωρόν. ΕΝΟΙΚΙΑΖΕΤΑΙ από της 1ης Σεπτεμβρίου διαμέρισμα επιπλωμένον εις Σπόρτιγκ, οδός Αμπούκιρ 335. Τηλ. 26932. xyxy=(318,863,514,980)
theatre-listings-right: ΠΛΑΖΑ — Τηλ. 20822 (2 έργα) HOUSE ON HAUNTED HILL (Βίνσεντ Πράις) καί SATURDAY NIGHT AND SUNDAY MORNING («Άλμπερ Φίνυ»). ΡΑΝΤΙΟ — Τηλ. 30822 WESTWARD THE WOMEN (Ρόμπερτ Τέϊλορ, Ντενίζ Ντάρσέ). ΡΙΑΛΤΟ — Τηλ. 24694 THE WORLD BY NIGHT No 2. ΡΙΟ — Τηλ. 29036 LUPI NELL ABISSO (Μάσσιμο Τζιρόττι). ΡΟΥΑΓΙΑΛ — Τηλ. 26129 POCKETFUL OF MIRACLES (Γκλέν Φόρντ, Μπέττ Ντέιβις). ΣΤΡΑΝΤ — Τηλ. 22322 A MATTER OF WHO (Τέρρυ Τόμας, Σ. Ζίμμαν, Άλεξ Νικόλ). xyxy=(196,99,310,332)
omission-heading: ΠΑΡΑΛΕΙΨΙΣ xyxy=(1180,830,1257,844)
column-sports xyxy=(1104,34,1572,2216)
tennis-text: Σήμερα το βράδυ και ώρα 7 εις το κλειστό Αθλητικόν Στάδιον Αλεξανδρείας, άρχεται με αγώνας του διεθνούς Τουρνουά Αλεξανδρείας, το οποίον διοργανώνει η Αλεξανδρινή Ομοσπονδία Πιγκ-Πογκ, μετέχουν οι παίκται της Κοινότητος. Την πρώτην συνάντησιν θα διεξαγάγουν Αλέξ. Κοντάρας και Μ. Χαλίλ. Ακολουθούν οι συναντήσεις της ελληνικής ομάδος με τον Σύλλογον της Αιγύπτου. Η ομάς της Ελληνικής Ομοσπονδίας Πιγκ-Πογκ θα διεξαγάγη φιλικόν αγώνα μετά του Κυπελλούχου, εις το Στάδιον. xyxy=(1104,211,1333,337)
community-box-text: Θέρισαν εις γνώσιν των ενδιαφερομένων ότι εις τα εκπαιδευτήρια της Κοινότητος Αλεξανδρείας υπάρχουν κεναί θέσεις: — καθηγητού Φυσικής, — καθηγητού Αγγλικής. Οι επιθυμούντες να καταλάβουν τας θέσεις ταύτας, δέον να υποβάλουν αιτήσεις εις τα γραφεία της Κοινότητος μέχρι της 30ής Αυγούστου, μετά των απαραιτήτων πιστοποιητικών. xyxy=(323,316,509,412)
race-payout: 14 xyxy=(1066,863,1078,874)
horse-name: Τ.Τ. 168. xyxy=(821,984,862,995)
community-box-subtitle: ΚΕΝΑΙ ΘΕΣΕΙΣ ΚΑΘΗΓΗΤΩΝ xyxy=(348,302,484,314)
horse-name: Τ.Τ. 1520. xyxy=(540,962,587,973)
column-rule xyxy=(1101,34,1102,2216)
sports-report-title: ΤΟ ΑΘΛΗΤΙΚΟ ΡΕΠΟΡΤΑΖ ΤΗΣ ΗΜΕΡΑΣ xyxy=(1104,34,1572,59)
race-payout: 43 xyxy=(1066,874,1078,885)
tennis-title: ΣΗΜΕΡΟΝ ΑΡΧΙΖΕΙ ΤΟ ΔΙΕΘΝΕΣ ΤΟΥΡΝΟΥΑ ΠΙΓΚ - ΠΟΓΚ ΑΛΕΞΑΝΔΡΕΙΑΣ xyxy=(1121,168,1555,209)
horse-name: Τ.Τ. 186. xyxy=(540,907,581,918)
abroad-athletes-text: Εις το Γκαχτάτσμπουργκ της Νοτίου Αφρικής, οι Έλληνες του εξωτερικού έχουν ιδρύσει την Ελληνικήν Αθλητικήν Ένωσιν, η οποία θα διοργανώση αγώνας ποδοσφαίρου. Η Ομοσπονδία απεφάσισε να αποστείλη την ομάδα του Ηρακλή εις την Κύπρον. Εις την Κορινθίαν, ο Παναιγιάλειος επέτυχε την νίκην εις τον αγώνα. xyxy=(1104,370,1333,450)
algeria-text: Τα Αλγερινά ανεφέρθησαν ότι κατά την ερχομένην ταύτην εβδομάδα θα έχουν σημαντικάς εξελίξεις. Το Εθνικόν Απελευθερωτικόν Μέτωπον, το οποίον εκπροσωπεί την νέαν περίοδον του Αλγερινού λαού, έλαβε την απόφασιν να συγκαλέση την Εθνικήν Συνέλευσιν εις τας 2 Σεπτεμβρίου, διά να συζητήση τα προβλήματα της χώρας. Η ηγεσία του Μπεν Μπελλά επιδιώκει να διατηρήση την ενότητα, ενώ αι άλλαι ομάδες του κ. Μπενχέντα και των ανταρτών των περιοχών υποστηρίζουν διαφορετικάς απόψεις. Το γεγονός ότι η Γαλλία παρακολουθεί με προσοχήν τας εξελίξεις, δείχνει ότι το μέλλον της χώρας εξαρτάται από την ικανότητα των ηγετών της να συνεννοηθούν. xyxy=(520,281,1098,349)
horse-name: 3 ΝΑΓΙΟΥΑΤ xyxy=(540,896,599,907)
race-results-right xyxy=(821,808,1078,995)
race-row xyxy=(540,984,797,995)
port-said-subheading: Η ΕΤΗΣΙΑ ΕΟΡΤΗ ΤΟΥ Ν. ΟΜΙΛΟΥ xyxy=(1136,709,1301,721)
race-row xyxy=(540,962,797,973)
race-row xyxy=(821,874,1078,885)
horse-name: 2 ΚΑΝΖΟΥΑΤ xyxy=(821,863,883,874)
column-rule xyxy=(517,34,518,2216)
